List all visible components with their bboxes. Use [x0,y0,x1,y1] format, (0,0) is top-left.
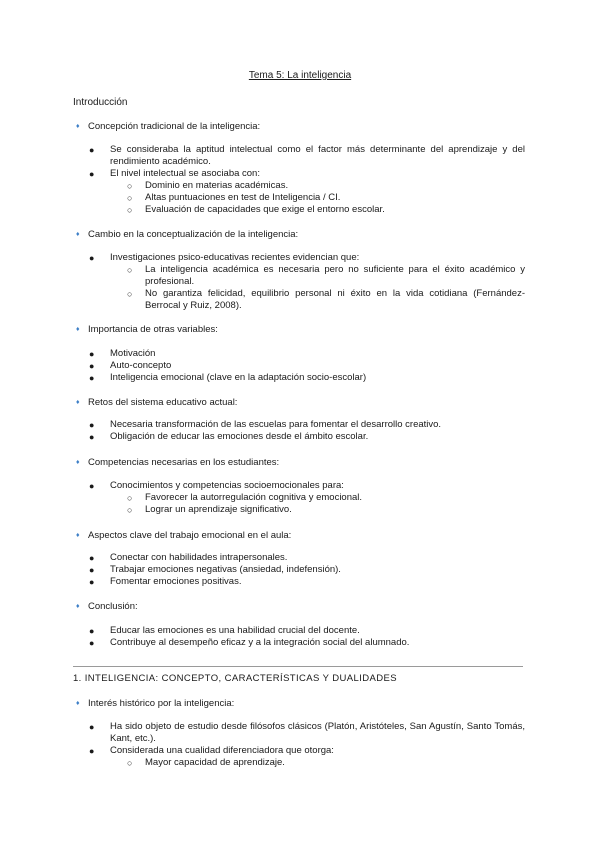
diamond-bullet-icon: ♦ [76,231,80,238]
diamond-bullet-icon: ♦ [76,700,80,707]
list-item: ● Motivación [89,348,156,359]
list-item: ● Trabajar emociones negativas (ansiedad, indefensión). [89,564,341,575]
list-item: ● Inteligencia emocional (clave en la adaptación socio-escolar) [89,372,367,383]
list-item: ● Conocimientos y competencias socioemocionales para: [89,480,344,491]
bullet-circle-icon: ○ [127,493,133,503]
bullet-dot-icon: ● [89,553,95,563]
list-item: ● Se consideraba la aptitud intelectual como el factor más determinante del aprendizaje y del rendimiento académico. [89,144,525,167]
bullet-dot-icon: ● [89,169,95,179]
bullet-dot-icon: ● [89,626,95,636]
sub-list-item: ○ Favorecer la autorregulación cognitiva y emocional. [127,492,363,503]
part1-heading: 1. INTELIGENCIA: CONCEPTO, CARACTERÍSTICAS Y DUALIDADES [73,673,397,684]
diamond-bullet-icon: ♦ [76,459,80,466]
list-item: ● Necesaria transformación de las escuelas para fomentar el desarrollo creativo. [89,419,442,430]
bullet-dot-icon: ● [89,722,95,732]
diamond-bullet-icon: ♦ [76,123,80,130]
list-item: ● El nivel intelectual se asociaba con: [89,168,260,179]
sub-list-item: ○ Dominio en materias académicas. [127,180,289,191]
section-label: Retos del sistema educativo actual: [88,397,238,408]
sub-list-item: ○ Lograr un aprendizaje significativo. [127,504,292,515]
section-label: Aspectos clave del trabajo emocional en el aula: [88,530,292,541]
bullet-dot-icon: ● [89,145,95,155]
sub-list-item: ○ La inteligencia académica es necesaria pero no suficiente para el éxito académico y profesional. [127,264,525,287]
diamond-bullet-icon: ♦ [76,532,80,539]
list-item: ● Educar las emociones es una habilidad crucial del docente. [89,625,360,636]
list-item: ● Obligación de educar las emociones desde el ámbito escolar. [89,431,369,442]
bullet-dot-icon: ● [89,577,95,587]
intro-heading: Introducción [73,97,128,108]
section-label: Concepción tradicional de la inteligencia: [88,121,261,132]
bullet-dot-icon: ● [89,420,95,430]
sub-list-item: ○ Mayor capacidad de aprendizaje. [127,757,285,768]
section-label: Competencias necesarias en los estudiantes: [88,457,280,468]
bullet-circle-icon: ○ [127,205,133,215]
bullet-circle-icon: ○ [127,505,133,515]
bullet-dot-icon: ● [89,373,95,383]
bullet-circle-icon: ○ [127,265,133,275]
list-item: ● Conectar con habilidades intrapersonales. [89,552,288,563]
diamond-bullet-icon: ♦ [76,399,80,406]
bullet-dot-icon: ● [89,349,95,359]
diamond-bullet-icon: ♦ [76,603,80,610]
sub-list-item: ○ No garantiza felicidad, equilibrio personal ni éxito en la vida cotidiana (Fernández-Berrocal y Ruiz, 2008). [127,288,525,311]
section-label: Cambio en la conceptualización de la inteligencia: [88,229,299,240]
sub-list-item: ○ Evaluación de capacidades que exige el entorno escolar. [127,204,385,215]
bullet-circle-icon: ○ [127,193,133,203]
bullet-dot-icon: ● [89,481,95,491]
section-label: Conclusión: [88,601,138,612]
list-item: ● Ha sido objeto de estudio desde filósofos clásicos (Platón, Aristóteles, San Agustín, Santo Tomás, Kant, etc.). [89,721,525,744]
list-item: ● Investigaciones psico-educativas recientes evidencian que: [89,252,360,263]
diamond-bullet-icon: ♦ [76,326,80,333]
section-label: Importancia de otras variables: [88,324,218,335]
bullet-dot-icon: ● [89,361,95,371]
list-item: ● Fomentar emociones positivas. [89,576,242,587]
bullet-circle-icon: ○ [127,758,133,768]
list-item: ● Auto-concepto [89,360,172,371]
horizontal-divider [73,666,523,667]
section-label: Interés histórico por la inteligencia: [88,698,235,709]
bullet-dot-icon: ● [89,432,95,442]
list-item: ● Considerada una cualidad diferenciadora que otorga: [89,745,334,756]
page-title: Tema 5: La inteligencia [248,70,352,81]
bullet-dot-icon: ● [89,253,95,263]
bullet-dot-icon: ● [89,746,95,756]
bullet-circle-icon: ○ [127,289,133,299]
bullet-dot-icon: ● [89,638,95,648]
sub-list-item: ○ Altas puntuaciones en test de Inteligencia / CI. [127,192,341,203]
list-item: ● Contribuye al desempeño eficaz y a la integración social del alumnado. [89,637,410,648]
bullet-circle-icon: ○ [127,181,133,191]
bullet-dot-icon: ● [89,565,95,575]
